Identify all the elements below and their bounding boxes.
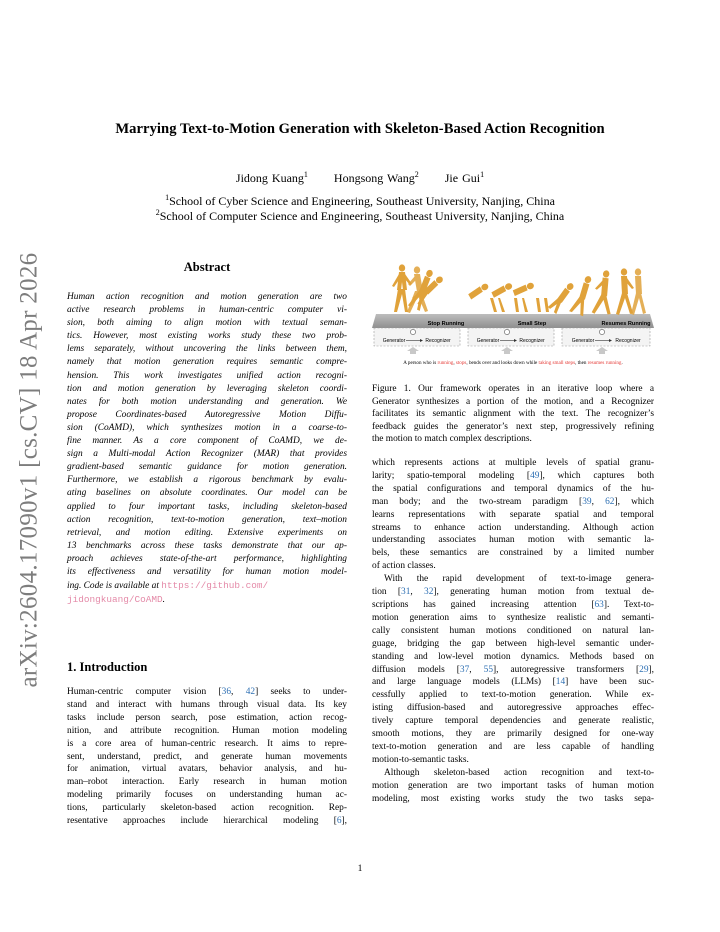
caption-line: facilitates its semantic alignment with the text. The recognizer’s bbox=[372, 409, 654, 420]
figure-1-caption bbox=[372, 383, 654, 446]
body-line: isting diffusion-based and autoregressive approaches effec- bbox=[372, 703, 654, 714]
citation-link[interactable]: 29 bbox=[639, 664, 649, 675]
arxiv-stamp-text: arXiv:2604.17090v1 [cs.CV] 18 Apr 2026 bbox=[15, 252, 43, 688]
caption-line: Generator synthesizes a portion of the motion, and a Recognizer bbox=[372, 396, 654, 407]
affiliation-number: 1 bbox=[165, 193, 170, 202]
abstract-link-line bbox=[67, 593, 347, 607]
stage-label-small-step: Small Step bbox=[517, 321, 547, 327]
motion-figures-running bbox=[392, 264, 447, 313]
intro-line: modeling primarily focuses on understanding human ac- bbox=[67, 790, 347, 801]
body-line: man body; and the two-stream paradigm [39, 62], which bbox=[372, 496, 654, 507]
body-line: standing and low-level motion dynamics. Methods based on bbox=[372, 651, 654, 662]
body-line: tion [31, 32], generating human motion from textual de- bbox=[372, 587, 654, 598]
citation-link[interactable]: 31 bbox=[401, 587, 411, 598]
page-number: 1 bbox=[357, 863, 363, 874]
arxiv-stamp bbox=[4, 240, 54, 700]
body-line: guage, bridging the gap between high-level semantic under- bbox=[372, 638, 654, 649]
code-link-continued[interactable]: jidongkuang/CoAMD bbox=[67, 594, 163, 606]
body-line: larity; spatio-temporal modeling [49], which captures both bbox=[372, 470, 655, 481]
prompt-part: , then bbox=[575, 360, 588, 366]
intro-line: for animation, virtual avatars, behavior analysis, and hu- bbox=[67, 764, 347, 775]
abstract-line: gradient-based semantic guidance for motion generation. bbox=[67, 462, 347, 473]
body-line: With the rapid development of text-to-image genera- bbox=[384, 574, 654, 585]
abstract-line: ating baselines on absolute coordinates. Our model can be bbox=[67, 488, 347, 499]
citation-link[interactable]: 36 bbox=[221, 687, 232, 697]
author-name: Jie Gui bbox=[444, 171, 481, 185]
citation-link[interactable]: 55 bbox=[483, 664, 494, 675]
abstract-line: its effectiveness and versatility for human motion model- bbox=[67, 566, 347, 577]
paper-title: Marrying Text-to-Motion Generation with Skeleton-Based Action Recognition bbox=[115, 121, 605, 137]
recognizer-label: Recognizer bbox=[519, 338, 545, 344]
intro-line: stand and interact with humans through visual data. Its key bbox=[67, 699, 347, 710]
body-line: text-to-motion generation and are less capable of handling bbox=[372, 741, 654, 752]
text-prompt bbox=[403, 360, 623, 366]
prompt-part: resumes running bbox=[587, 360, 622, 366]
abstract-line: applied to four important tasks, including skeleton-based bbox=[67, 501, 347, 512]
code-link[interactable]: https://github.com/ bbox=[161, 580, 269, 592]
code-link-period: . bbox=[162, 595, 165, 606]
body-line: bels, these semantics are constrained by a limited number bbox=[372, 548, 654, 559]
stage-label-stop-running: Stop Running bbox=[427, 321, 465, 327]
abstract-line: fine manner. As a core component of CoAMD, we de- bbox=[67, 436, 347, 447]
body-line: motion-to-semantic tasks. bbox=[372, 754, 469, 765]
recognizer-label: Recognizer bbox=[425, 338, 451, 344]
body-line: modeling, most existing works study the two tasks sepa- bbox=[372, 793, 654, 804]
intro-line: Human-centric computer vision [36, 42] seeks to under- bbox=[67, 687, 348, 697]
abstract-line: proach achieves state-of-the-art performance, highlighting bbox=[67, 553, 347, 564]
citation-link[interactable]: 39 bbox=[582, 496, 592, 507]
body-line: which represents actions at multiple levels of spatial granu- bbox=[372, 458, 654, 468]
prompt-part: stops bbox=[455, 360, 467, 366]
caption-line: feedback guides the generator’s next step, progressively refining bbox=[372, 421, 654, 432]
body-line: cally consistent human motions conditioned on natural lan- bbox=[372, 625, 654, 636]
body-line: and large language models (LLMs) [14] have been suc- bbox=[372, 677, 655, 688]
caption-line: Figure 1. Our framework operates in an iterative loop where a bbox=[372, 384, 654, 394]
author-affiliation-mark: 1 bbox=[480, 170, 485, 179]
body-line: streams to enhance action understanding. Although action bbox=[372, 522, 654, 533]
introduction-body bbox=[67, 686, 347, 828]
intro-line: sent, understand, predict, and generate human movements bbox=[67, 751, 347, 762]
intro-line: is a core area of human-centric research. It aims to repre- bbox=[67, 738, 347, 749]
citation-link[interactable]: 37 bbox=[459, 664, 470, 675]
abstract-heading bbox=[67, 260, 347, 275]
abstract-body bbox=[67, 291, 347, 607]
intro-line: tasks include person search, pose estimation, action recog- bbox=[67, 712, 347, 723]
author-name: Hongsong Wang bbox=[333, 171, 415, 185]
abstract-line: hension. This work investigates unified action recogni- bbox=[67, 370, 347, 381]
prompt-part: . bbox=[621, 360, 623, 366]
abstract-final-text: ing. Code is available at bbox=[67, 581, 159, 592]
generator-label: Generator bbox=[382, 338, 406, 344]
abstract-line: Human action recognition and motion generation are two bbox=[67, 292, 347, 302]
citation-link[interactable]: 42 bbox=[245, 687, 256, 697]
introduction-heading bbox=[67, 660, 347, 675]
citation-link[interactable]: 49 bbox=[530, 470, 540, 481]
affiliation bbox=[60, 194, 660, 209]
body-line: motion generation aims to synthesize realistic and semanti- bbox=[372, 612, 654, 623]
prompt-part: running bbox=[437, 360, 454, 366]
section-title: 1. Introduction bbox=[67, 660, 148, 674]
intro-line: tions, particularly skeleton-based action recognition. Rep- bbox=[67, 803, 347, 814]
body-line: cessfully applied to text-to-motion generation. While ex- bbox=[372, 690, 654, 701]
body-line: of action classes. bbox=[372, 561, 436, 572]
abstract-last-line bbox=[67, 579, 347, 593]
abstract-line: sion (CoAMD), which synthesizes motion in a coarse-to- bbox=[67, 422, 347, 433]
abstract-line: namely that motion generation requires semantic compre- bbox=[67, 357, 347, 368]
body-line: learns representations with separate spatial and temporal bbox=[372, 509, 654, 520]
affiliation-text: School of Computer Science and Engineering, Southeast University, Nanjing, China bbox=[159, 209, 565, 223]
abstract-line: tion and motion generation by leveraging skeleton coordi- bbox=[67, 383, 347, 394]
loop-module-3 bbox=[562, 328, 650, 346]
loop-module-2 bbox=[468, 328, 554, 346]
intro-line: man–robot interaction. Early research in human motion bbox=[67, 777, 347, 788]
body-line: diffusion models [37, 55], autoregressive transformers [29], bbox=[372, 664, 654, 675]
caption-line: the motion to match complex descriptions. bbox=[372, 434, 532, 445]
prompt-part: A person who is bbox=[403, 360, 438, 366]
body-line: the spatial configurations and temporal dynamics of the hu- bbox=[372, 483, 654, 494]
author-name: Jidong Kuang bbox=[235, 171, 304, 185]
generator-label: Generator bbox=[476, 338, 500, 344]
body-line: motion generation are two important tasks of human motion bbox=[372, 780, 654, 791]
motion-figures-resumes-running bbox=[548, 268, 646, 316]
citation-link[interactable]: 14 bbox=[555, 677, 566, 688]
abstract-line: sign a Multi-modal Action Recognizer (MAR) that provides bbox=[67, 449, 347, 460]
abstract-line: 13 benchmarks across these tasks demonstrate that our ap- bbox=[67, 540, 347, 551]
abstract-line: Furthermore, we establish a rigorous benchmark by evalu- bbox=[67, 475, 347, 486]
abstract-line: retrieval, and motion editing. Extensive experiments on bbox=[67, 527, 347, 538]
figure-1-illustration bbox=[372, 262, 654, 370]
abstract-line: propose Coordinates-based Autoregressive Motion Diffu- bbox=[67, 409, 347, 420]
intro-line: resentative approaches include hierarchical modeling [6], bbox=[67, 816, 347, 827]
intro-line: nition, and attribute recognition. Human motion modeling bbox=[67, 725, 347, 736]
recognizer-label: Recognizer bbox=[615, 338, 641, 344]
author-affiliation-mark: 1 bbox=[303, 170, 308, 179]
generator-label: Generator bbox=[571, 338, 595, 344]
citation-link[interactable]: 62 bbox=[605, 496, 615, 507]
affiliation-text: School of Cyber Science and Engineering, Southeast University, Nanjing, China bbox=[169, 194, 555, 208]
body-line: smooth motions, they are primarily designed for one-way bbox=[372, 729, 654, 740]
abstract-title: Abstract bbox=[183, 260, 231, 274]
loop-module-1 bbox=[374, 328, 460, 346]
stage-label-resumes-running: Resumes Running bbox=[601, 321, 651, 327]
author-affiliation-mark: 2 bbox=[414, 170, 419, 179]
prompt-part: , bbox=[453, 360, 456, 366]
abstract-line: nates for both motion understanding and generation. We bbox=[67, 396, 347, 407]
affiliation-number: 2 bbox=[155, 208, 160, 217]
body-line: tively capture temporal dependencies and generate realistic, bbox=[372, 716, 654, 727]
figure-1 bbox=[372, 262, 654, 370]
citation-link[interactable]: 6 bbox=[336, 816, 342, 827]
prompt-part: taking small steps bbox=[538, 360, 576, 366]
abstract-line: sion, both aiming to align motion with textual seman- bbox=[67, 318, 347, 329]
motion-figures-small-step bbox=[468, 282, 549, 312]
body-line: scriptions has gained increasing attention [63]. Text-to- bbox=[372, 599, 654, 610]
right-column-body bbox=[372, 457, 654, 805]
abstract-line: lems separately, without uncovering the links between them, bbox=[67, 344, 347, 355]
citation-link[interactable]: 63 bbox=[594, 599, 604, 610]
abstract-line: action recognition, text-to-motion generation, text–motion bbox=[67, 514, 347, 525]
prompt-part: , bends over and looks down while bbox=[466, 360, 539, 366]
abstract-line: tics. However, most existing works study these two prob- bbox=[67, 331, 347, 342]
affiliation bbox=[60, 209, 660, 224]
body-line: Although skeleton-based action recognition and text-to- bbox=[384, 767, 654, 778]
citation-link[interactable]: 32 bbox=[424, 587, 434, 598]
author-list bbox=[60, 171, 660, 186]
body-line: understanding associates human motion with semantic la- bbox=[372, 535, 654, 546]
text-input-arrows bbox=[407, 347, 608, 354]
abstract-line: active research problems in human-centric computer vi- bbox=[67, 305, 347, 316]
